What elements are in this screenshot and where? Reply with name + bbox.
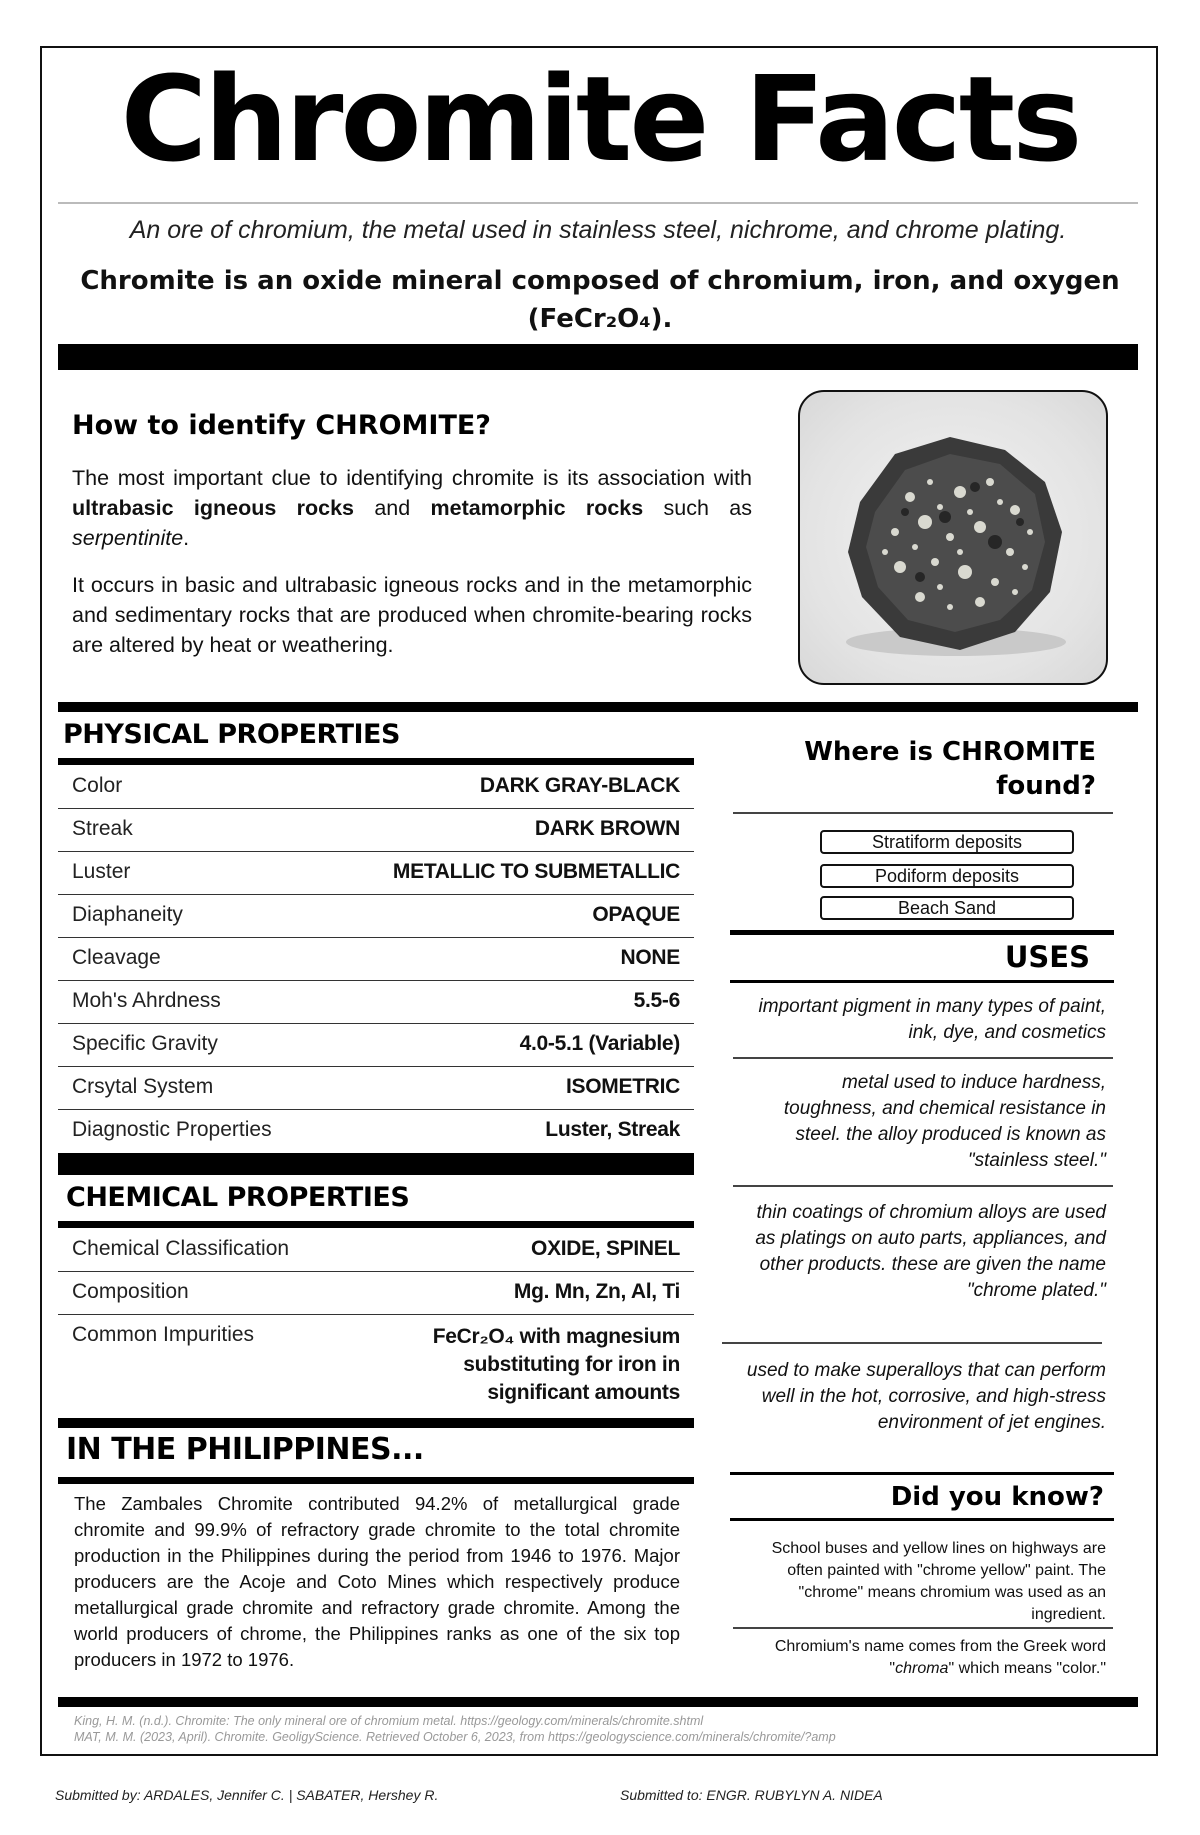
property-row-hardness [58,981,694,1024]
property-label: Moh's Ahrdness [72,989,221,1012]
p1-text: The most important clue to identifying chromite is its association with [72,466,752,490]
property-value: ISOMETRIC [566,1075,680,1098]
reference-2: MAT, M. M. (2023, April). Chromite. GeoligyScience. Retrieved October 6, 2023, from https://geologyscience.com/minerals/chromite/?amp [74,1730,836,1744]
p1-bold-ultrabasic: ultrabasic igneous rocks [72,496,354,520]
property-row-specific-gravity [58,1024,694,1067]
page-title: Chromite Facts [120,50,1080,188]
p1-italic-serpentinite: serpentinite [72,526,184,550]
property-label: Diagnostic Properties [72,1118,272,1141]
page-subtitle: An ore of chromium, the metal used in stainless steel, nichrome, and chrome plating. [129,216,1067,244]
property-value: OPAQUE [592,903,680,926]
property-value: Luster, Streak [545,1118,680,1141]
identify-paragraph-1 [72,463,752,553]
use-item-stainless-steel: metal used to induce hardness, toughness, and chemical resistance in steel. the alloy produced is known as "stainless steel." [783,1072,1106,1171]
property-row-crystal-system [58,1067,694,1110]
property-label: Composition [72,1280,189,1303]
property-value: 4.0-5.1 (Variable) [519,1032,680,1055]
location-podiform: Podiform deposits [820,864,1074,888]
location-beach-sand: Beach Sand [820,896,1074,920]
location-stratiform: Stratiform deposits [820,830,1074,854]
bottom-bar [58,1697,1138,1707]
property-row-cleavage [58,938,694,981]
chemical-heading: CHEMICAL PROPERTIES [66,1182,410,1213]
p1-text-such: such as [643,496,752,520]
lead-main: Chromite is an oxide mineral composed of chromium, iron, and oxygen [80,266,1120,296]
uses-heading: USES [1004,940,1090,974]
chromite-rock-image [800,392,1106,683]
physical-heading: PHYSICAL PROPERTIES [63,719,400,750]
chemical-row-composition [58,1272,694,1315]
property-value: NONE [620,946,680,969]
chemical-heading-bar [58,1221,694,1228]
did-you-know-heading: Did you know? [890,1482,1104,1512]
chemical-row-impurities [58,1315,694,1415]
philippines-top-bar [58,1418,694,1428]
where-heading-line1: Where is CHROMITE [804,737,1096,767]
fact2-text-end: " which means "color." [948,1660,1106,1677]
header-bar [58,344,1138,370]
uses-heading-rule [730,980,1114,983]
property-label: Cleavage [72,946,161,969]
chemical-row-classification [58,1229,694,1272]
physical-heading-bar [58,758,694,765]
property-label: Crsytal System [72,1075,214,1098]
chromite-photo [798,390,1108,685]
impurity-description: with magnesium substituting for iron in significant amounts [463,1325,680,1404]
fact-chroma [740,1636,1106,1680]
property-label: Common Impurities [72,1323,255,1346]
identify-paragraph-2: It occurs in basic and ultrabasic igneous rocks and in the metamorphic and sedimentary rocks that are produced when chromite-bearing rocks are altered by heat or weathering. [72,573,752,657]
lead-formula: (FeCr₂O₄). [527,304,673,334]
property-row-diagnostic [58,1110,694,1152]
property-label: Streak [72,817,133,840]
fact2-italic-chroma: chroma [895,1660,949,1677]
use-divider [722,1342,1102,1344]
property-value: DARK GRAY-BLACK [479,774,680,797]
where-divider [733,812,1113,814]
use-item-superalloys: used to make superalloys that can perform well in the hot, corrosive, and high-stress environment of jet engines. [746,1360,1106,1433]
property-value: DARK BROWN [534,817,680,840]
property-row-streak [58,809,694,852]
property-value: Mg. Mn, Zn, Al, Ti [513,1280,680,1303]
property-value [380,1323,680,1407]
where-heading [740,735,1096,803]
section-divider-bar [58,702,1138,712]
fact-divider [733,1627,1113,1629]
property-label: Color [72,774,123,797]
property-row-luster [58,852,694,895]
did-you-know-top-rule [730,1472,1114,1475]
title-divider [58,202,1138,204]
p1-period: . [183,526,190,550]
property-row-diaphaneity [58,895,694,938]
impurity-formula: FeCr₂O₄ [432,1325,515,1348]
use-divider [733,1185,1113,1187]
philippines-heading-bar [58,1477,694,1484]
p1-text-and: and [354,496,431,520]
property-row-color [58,766,694,809]
fact-chrome-yellow: School buses and yellow lines on highways are often painted with "chrome yellow" paint. The "chrome" means chromium was used as an ingredient. [771,1540,1106,1623]
property-label: Luster [72,860,131,883]
property-value: 5.5-6 [633,989,680,1012]
where-heading-line2: found? [996,771,1096,801]
use-divider [733,1057,1113,1059]
p1-bold-metamorphic: metamorphic rocks [430,496,644,520]
uses-top-bar [730,930,1114,935]
philippines-heading: IN THE PHILIPPINES... [66,1432,424,1467]
did-you-know-heading-rule [730,1518,1114,1521]
identify-heading: How to identify CHROMITE? [72,410,491,441]
lead-statement [70,262,1130,338]
property-value: OXIDE, SPINEL [531,1237,680,1260]
property-label: Specific Gravity [72,1032,218,1055]
submitted-to: Submitted to: ENGR. RUBYLYN A. NIDEA [620,1787,883,1803]
property-label: Diaphaneity [72,903,183,926]
reference-1: King, H. M. (n.d.). Chromite: The only mineral ore of chromium metal. https://geology.com/minerals/chromite.shtml [74,1714,704,1728]
property-label: Chemical Classification [72,1237,290,1260]
use-item-pigment: important pigment in many types of paint, ink, dye, and cosmetics [758,996,1106,1043]
philippines-paragraph: The Zambales Chromite contributed 94.2% of metallurgical grade chromite and 99.9% of refractory grade chromite to the total chromite production in the Philippines during the period from 1946 to 1976. Major producers are the Acoje and Coto Mines which respectively produce metallurgical grade chromite and refractory grade chromite. Among the world producers of chrome, the Philippines ranks as one of the six top producers in 1972 to 1976. [74,1493,680,1670]
fact2-text: Chromium's name comes from the Greek word " [774,1638,1106,1677]
submitted-by: Submitted by: ARDALES, Jennifer C. | SABATER, Hershey R. [55,1787,439,1803]
property-value: METALLIC TO SUBMETALLIC [392,860,680,883]
use-item-chrome-plating: thin coatings of chromium alloys are used as platings on auto parts, appliances, and other products. these are given the name "chrome plated." [755,1202,1106,1301]
chemical-top-bar [58,1153,694,1175]
